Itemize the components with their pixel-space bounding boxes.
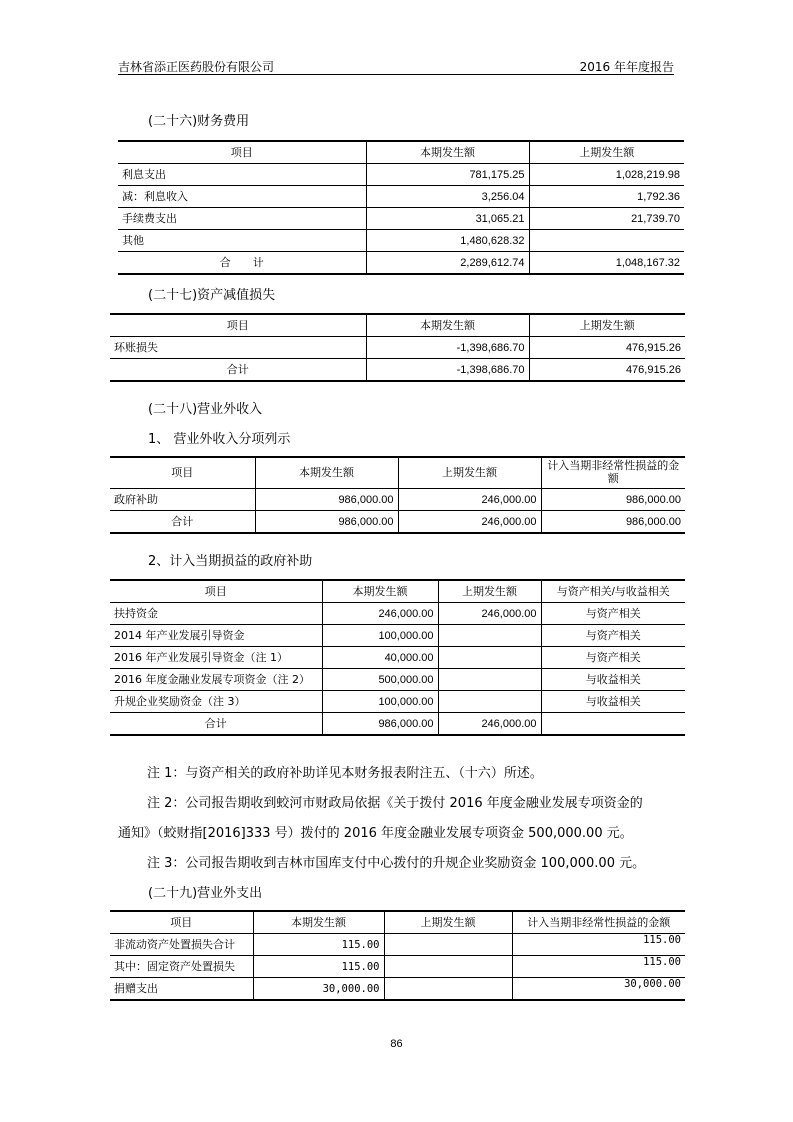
prior-amount — [438, 647, 541, 669]
current-amount: 115.00 — [253, 956, 384, 978]
company-name: 吉林省添正医药股份有限公司 — [118, 60, 275, 74]
total-label: 合计 — [110, 713, 322, 736]
header-cell: 项目 — [118, 141, 366, 164]
header-cell: 上期发生额 — [529, 141, 684, 164]
prior-amount — [384, 934, 512, 956]
header-cell: 项目 — [110, 314, 366, 337]
header-cell: 上期发生额 — [398, 457, 541, 489]
header-cell: 上期发生额 — [384, 911, 512, 934]
prior-amount: 1,048,167.32 — [529, 252, 684, 275]
row-label: 2016 年度金融业发展专项资金（注 2） — [110, 669, 322, 691]
table-row — [110, 669, 685, 691]
non-operating-income-table — [110, 456, 685, 534]
table-header-row — [110, 580, 685, 603]
row-label: 手续费支出 — [118, 208, 366, 230]
current-amount: 31,065.21 — [366, 208, 529, 230]
current-amount: 986,000.00 — [322, 713, 438, 736]
header-cell: 计入当期非经常性损益的金额 — [541, 457, 685, 489]
header-cell: 本期发生额 — [253, 911, 384, 934]
table-header-row — [118, 141, 684, 164]
header-cell: 项目 — [110, 911, 253, 934]
total-row — [118, 252, 684, 275]
total-label: 合计 — [110, 359, 366, 382]
section-title-financial-expenses: (二十六)财务费用 — [148, 114, 250, 129]
table-row — [110, 691, 685, 713]
current-amount: -1,398,686.70 — [366, 359, 529, 382]
table-header-row — [110, 457, 685, 489]
header-cell: 本期发生额 — [366, 141, 529, 164]
header-cell: 本期发生额 — [255, 457, 398, 489]
prior-amount: 1,792.36 — [529, 186, 684, 208]
current-amount: 100,000.00 — [322, 691, 438, 713]
non-recurring-amount: 30,000.00 — [512, 978, 685, 1001]
prior-amount: 246,000.00 — [438, 603, 541, 625]
non-recurring-amount: 986,000.00 — [541, 511, 685, 534]
note-3: 注 3：公司报告期收到吉林市国库支付中心拨付的升规企业奖励资金 100,000.00 元。 — [147, 856, 646, 871]
subsection-title-income-items: 1、 营业外收入分项列示 — [148, 432, 291, 447]
prior-amount — [384, 978, 512, 1001]
subsection-title-government-grants: 2、计入当期损益的政府补助 — [148, 554, 313, 569]
row-label: 减：利息收入 — [118, 186, 366, 208]
prior-amount: 21,739.70 — [529, 208, 684, 230]
header-cell: 项目 — [110, 457, 255, 489]
table-row — [118, 186, 684, 208]
prior-amount — [438, 625, 541, 647]
header-cell: 项目 — [110, 580, 322, 603]
current-amount: 100,000.00 — [322, 625, 438, 647]
total-label: 合计 — [110, 511, 255, 534]
header-cell: 本期发生额 — [322, 580, 438, 603]
current-amount: 986,000.00 — [255, 511, 398, 534]
page-header — [118, 56, 674, 75]
report-title: 2016 年年度报告 — [579, 60, 674, 74]
prior-amount — [529, 230, 684, 252]
row-label: 升规企业奖励资金（注 3） — [110, 691, 322, 713]
prior-amount: 476,915.26 — [529, 359, 685, 382]
header-cell: 本期发生额 — [366, 314, 529, 337]
prior-amount — [438, 691, 541, 713]
table-row — [110, 647, 685, 669]
row-label: 其他 — [118, 230, 366, 252]
row-label: 利息支出 — [118, 164, 366, 186]
relation-type: 与资产相关 — [541, 647, 685, 669]
table-row — [110, 956, 685, 978]
row-label: 非流动资产处置损失合计 — [110, 934, 253, 956]
prior-amount: 476,915.26 — [529, 337, 685, 359]
prior-amount — [384, 956, 512, 978]
relation-type — [541, 713, 685, 736]
non-recurring-amount: 986,000.00 — [541, 489, 685, 511]
header-cell: 上期发生额 — [438, 580, 541, 603]
row-label: 政府补助 — [110, 489, 255, 511]
table-row — [110, 625, 685, 647]
relation-type: 与收益相关 — [541, 669, 685, 691]
prior-amount — [438, 669, 541, 691]
current-amount: 115.00 — [253, 934, 384, 956]
current-amount: 30,000.00 — [253, 978, 384, 1001]
table-row — [110, 934, 685, 956]
relation-type: 与资产相关 — [541, 603, 685, 625]
total-row — [110, 511, 685, 534]
note-2-line-1: 注 2：公司报告期收到蛟河市财政局依据《关于拨付 2016 年度金融业发展专项资金的 — [147, 796, 643, 811]
current-amount: 1,480,628.32 — [366, 230, 529, 252]
total-row — [110, 713, 685, 736]
table-row — [110, 603, 685, 625]
row-label: 其中：固定资产处置损失 — [110, 956, 253, 978]
non-recurring-amount: 115.00 — [512, 934, 685, 956]
non-recurring-amount: 115.00 — [512, 956, 685, 978]
current-amount: 246,000.00 — [322, 603, 438, 625]
header-cell: 计入当期非经常性损益的金额 — [512, 911, 685, 934]
current-amount: 500,000.00 — [322, 669, 438, 691]
header-cell: 上期发生额 — [529, 314, 685, 337]
page-number: 86 — [390, 1038, 403, 1050]
table-row — [118, 230, 684, 252]
prior-amount: 246,000.00 — [438, 713, 541, 736]
table-row — [110, 489, 685, 511]
impairment-loss-table — [110, 313, 685, 382]
current-amount: 2,289,612.74 — [366, 252, 529, 275]
section-title-impairment-loss: (二十七)资产减值损失 — [148, 288, 276, 303]
row-label: 捐赠支出 — [110, 978, 253, 1001]
row-label: 环账损失 — [110, 337, 366, 359]
table-row — [118, 164, 684, 186]
table-row — [110, 337, 685, 359]
row-label: 扶持资金 — [110, 603, 322, 625]
relation-type: 与收益相关 — [541, 691, 685, 713]
current-amount: -1,398,686.70 — [366, 337, 529, 359]
table-header-row — [110, 911, 685, 934]
current-amount: 3,256.04 — [366, 186, 529, 208]
prior-amount: 246,000.00 — [398, 511, 541, 534]
current-amount: 986,000.00 — [255, 489, 398, 511]
table-row — [110, 978, 685, 1001]
row-label: 2014 年产业发展引导资金 — [110, 625, 322, 647]
total-label: 合 计 — [118, 252, 366, 275]
current-amount: 40,000.00 — [322, 647, 438, 669]
table-header-row — [110, 314, 685, 337]
government-grants-table — [110, 579, 685, 736]
financial-expenses-table — [118, 140, 684, 275]
section-title-non-operating-income: (二十八)营业外收入 — [148, 402, 263, 417]
section-title-non-operating-expenses: (二十九)营业外支出 — [148, 886, 263, 901]
note-2-line-2: 通知》（蛟财指[2016]333 号）拨付的 2016 年度金融业发展专项资金 500,000.00 元。 — [118, 826, 633, 841]
table-row — [118, 208, 684, 230]
row-label: 2016 年产业发展引导资金（注 1） — [110, 647, 322, 669]
relation-type: 与资产相关 — [541, 625, 685, 647]
header-cell: 与资产相关/与收益相关 — [541, 580, 685, 603]
total-row — [110, 359, 685, 382]
non-operating-expenses-table — [110, 910, 685, 1001]
prior-amount: 1,028,219.98 — [529, 164, 684, 186]
note-1: 注 1：与资产相关的政府补助详见本财务报表附注五、（十六）所述。 — [147, 766, 543, 781]
current-amount: 781,175.25 — [366, 164, 529, 186]
prior-amount: 246,000.00 — [398, 489, 541, 511]
